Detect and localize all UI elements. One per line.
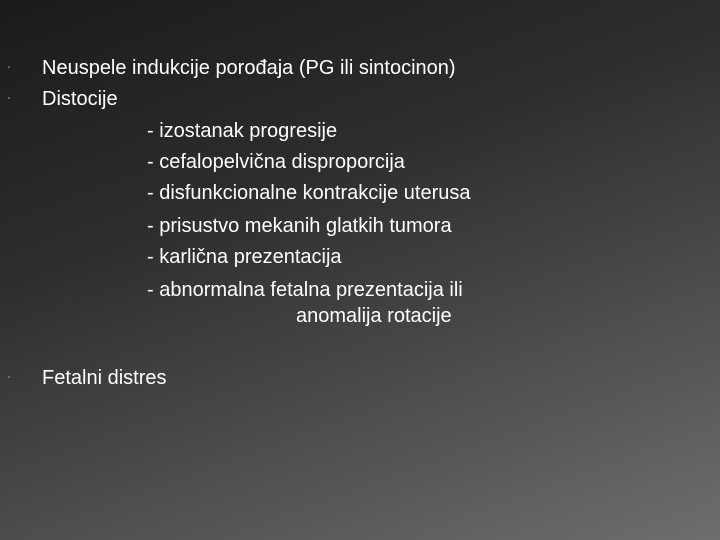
sub-item-abnormalna-prezentacija: - abnormalna fetalna prezentacija ili [147, 279, 463, 301]
bullet-text: Fetalni distres [42, 367, 167, 389]
bullet-text: Distocije [42, 88, 118, 110]
bullet-item-neuspele-indukcije [0, 55, 720, 85]
sub-item-abnormalna-prezentacija-continuation: anomalija rotacije [296, 305, 452, 327]
sub-item-cefalopelvicna-disproporcija: - cefalopelvična disproporcija [147, 151, 405, 173]
bullet-item-distocije [0, 86, 720, 116]
bullet-marker: ▫ [8, 96, 11, 102]
sub-item-karlicna-prezentacija: - karlična prezentacija [147, 246, 342, 268]
sub-item-izostanak-progresije: - izostanak progresije [147, 120, 338, 142]
bullet-marker: ▫ [8, 65, 11, 71]
bullet-marker: ▫ [8, 375, 11, 381]
bullet-item-fetalni-distres [0, 365, 720, 395]
bullet-text: Neuspele indukcije porođaja (PG ili sintocinon) [42, 57, 456, 79]
sub-item-disfunkcionalne-kontrakcije: - disfunkcionalne kontrakcije uterusa [147, 182, 471, 204]
sub-item-prisustvo-tumora: - prisustvo mekanih glatkih tumora [147, 215, 452, 237]
